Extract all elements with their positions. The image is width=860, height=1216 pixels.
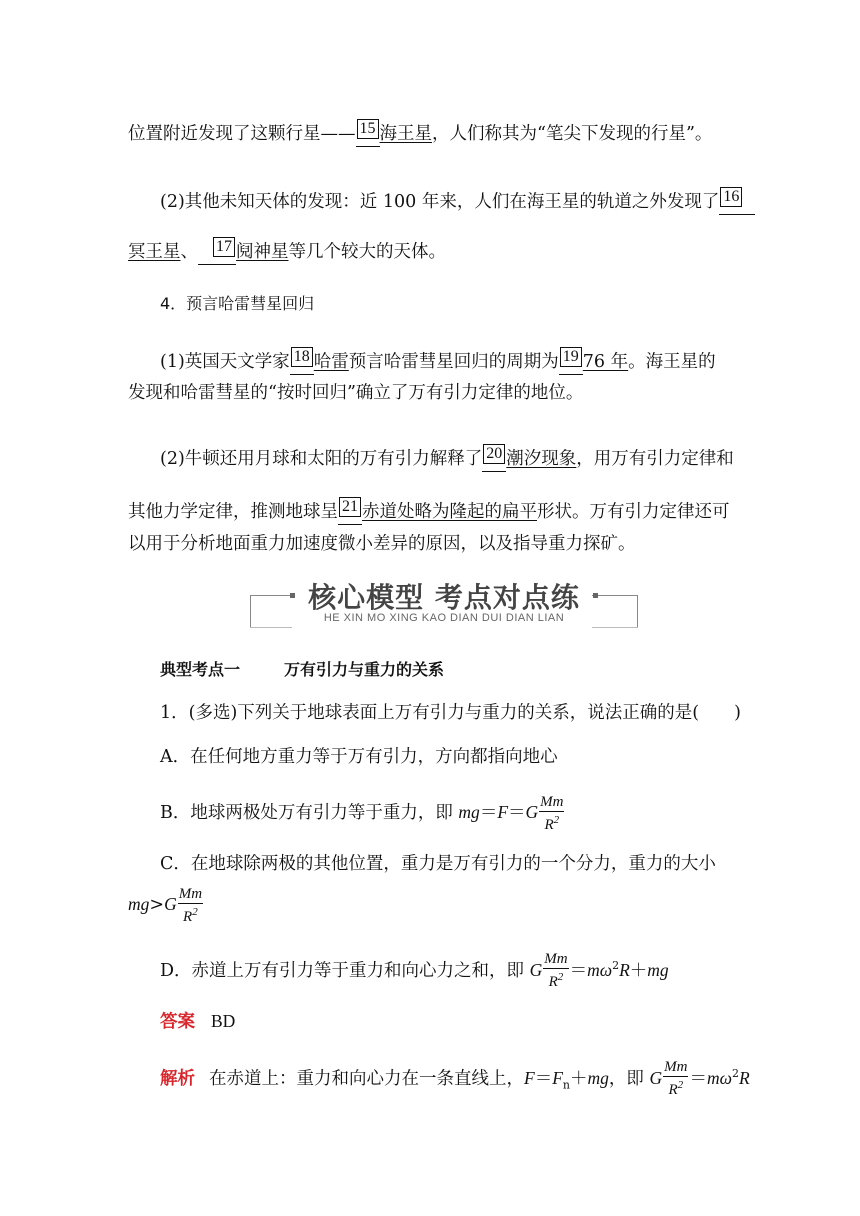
option-b: B．地球两极处万有引力等于重力，即 mg＝F＝G $\frac{Mm}{R^2}$ [160,793,564,833]
paragraph-line: 发现和哈雷彗星的“按时回归”确立了万有引力定律的地位。 [128,383,584,403]
blank-number: 15 [357,119,379,139]
paragraph-line: 以用于分析地面重力加速度微小差异的原因，以及指导重力探矿。 [128,534,636,554]
blank-answer: 76 年 [582,352,629,372]
fraction: $\frac{Mm}{R^2}$ [178,885,203,925]
option-c: C．在地球除两极的其他位置，重力是万有引力的一个分力，重力的大小 [160,854,716,874]
answer-blank [338,497,362,525]
text: 位置附近发现了这颗行星—— [128,124,356,144]
fraction: $\frac{Mm}{R^2}$ [540,793,564,833]
analysis-label: 解析 [160,1068,195,1089]
blank-number: 17 [213,237,235,257]
answer-value: BD [211,1011,236,1031]
answer-line [160,1009,235,1034]
text: 预言哈雷彗星回归的周期为 [348,352,559,372]
text: 在赤道上：重力和向心力在一条直线上， [209,1068,524,1089]
analysis-line: 解析 在赤道上：重力和向心力在一条直线上，$F=F_n+mg$，即 G $\frac{Mm}{R^2}$ $=m\omega^2R$ [160,1059,750,1099]
question-stem: 1．(多选)下列关于地球表面上万有引力与重力的关系，说法正确的是( ) [160,703,741,723]
text: B．地球两极处万有引力等于重力，即 [160,803,459,823]
text: 其他力学定律，推测地球呈 [128,502,338,522]
text: ，人们称其为“笔尖下发现的行星”。 [432,124,713,144]
answer-blank [719,187,755,215]
fraction: $\frac{Mm}{R^2}$ [664,1059,688,1099]
answer-blank [356,119,380,147]
blank-number: 19 [560,347,582,367]
paragraph-line [160,187,755,215]
text: D．赤道上万有引力等于重力和向心力之和，即 [160,960,530,981]
blank-number: 18 [291,347,313,367]
blank-answer: 赤道处略为隆起的扁平 [362,502,537,522]
blank-answer: 冥王星 [128,242,181,262]
answer-blank [198,237,236,265]
paragraph-line [160,444,734,472]
blank-answer: 哈雷 [313,352,349,372]
option-d: D．赤道上万有引力等于重力和向心力之和，即 G $\frac{Mm}{R^2}$ $=m\omega^2R+mg$ [160,951,669,991]
blank-number: 16 [720,187,742,207]
blank-answer: 潮汐现象 [506,449,577,469]
text: 。海王星的 [628,352,716,372]
text: 、 [180,242,198,262]
blank-answer: 海王星 [379,124,432,144]
paragraph-line [128,237,446,265]
section-banner [250,572,638,630]
answer-blank [290,347,314,375]
paragraph-line [128,119,712,147]
topic-title: 万有引力与重力的关系 [284,660,445,679]
fraction: $\frac{Mm}{R^2}$ [544,951,568,991]
topic-label: 典型考点一 [160,660,241,679]
blank-number: 20 [483,444,505,464]
text: 形状。万有引力定律还可 [537,502,730,522]
answer-label: 答案 [160,1012,195,1032]
option-a: A．在任何地方重力等于万有引力，方向都指向地心 [160,747,558,767]
answer-blank [482,444,506,472]
option-c-formula: mg>G $\frac{Mm}{R^2}$ [128,885,203,925]
paragraph-line [128,497,730,525]
text: 等几个较大的天体。 [288,242,446,262]
text: (1)英国天文学家 [160,352,290,372]
section-heading: 4．预言哈雷彗星回归 [160,294,315,313]
topic-heading [160,658,444,682]
banner-subtitle: HE XIN MO XING KAO DIAN DUI DIAN LIAN [323,612,565,624]
blank-answer: 阋神星 [236,242,289,262]
text: (2)其他未知天体的发现：近 100 年来，人们在海王星的轨道之外发现了 [160,192,720,212]
blank-number: 21 [339,497,361,517]
banner-title: 核心模型 考点对点练 [308,581,580,614]
paragraph-line [160,347,716,375]
answer-blank [559,347,583,375]
text: ，用万有引力定律和 [576,449,734,469]
text: (2)牛顿还用月球和太阳的万有引力解释了 [160,449,483,469]
